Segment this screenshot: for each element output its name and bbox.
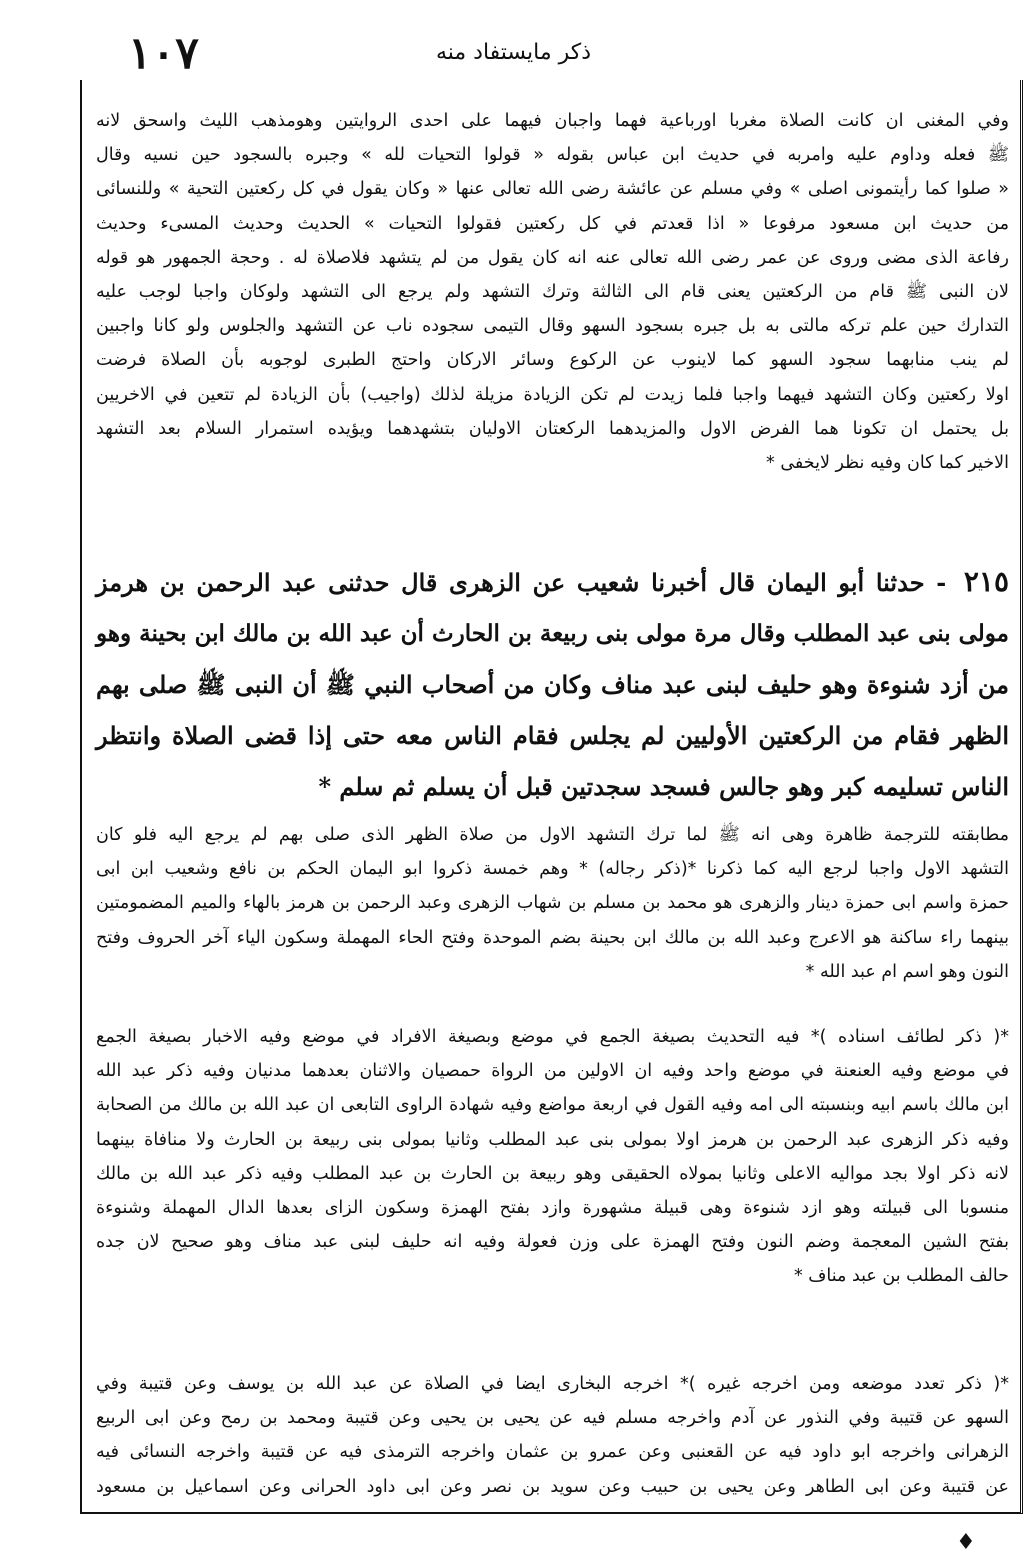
text-line: بل يحتمل ان تكونا هما الفرض الاول والمزيدهما الركعتان الاوليان بتشهدهما ويؤيده استمرار السلام بعد التشهد: [96, 418, 1009, 439]
text-line: لان النبى ﷺ قام من الركعتين يعنى قام الى الثالثة وترك التشهد ولم يرجع الى التشهد ولوكان واجبا لوجب عليه: [96, 282, 1009, 303]
text-line: حمزة واسم ابى حمزة دينار والزهرى هو محمد بن مسلم بن شهاب الزهرى وعبد الرحمن بن هرمز بالهاء والميم المضمومتين: [96, 893, 1009, 914]
text-line: منسوبا الى قبيلته وهو ازد شنوءة وهى قبيلة مشهورة وازد بفتح الهمزة وسكون الزاى بعدها الدال المهملة وشنوءة: [96, 1198, 1009, 1219]
text-line: في موضع وفيه العنعنة في موضع واحد وفيه ان الاولين من الرواة حمصيان والاثنان بعدهما مدنيان وفيه ذكر عبد الله: [96, 1061, 1009, 1082]
left-rule: [80, 80, 82, 1514]
hadith-line: من أزد شنوءة وهو حليف لبنى عبد مناف وكان من أصحاب النبي ﷺ أن النبى ﷺ صلى بهم: [96, 670, 1009, 699]
page-number: ١٠٧: [128, 28, 199, 79]
page-header: [0, 0, 1027, 80]
text-line: الزهرانى واخرجه ابو داود فيه عن القعنبى وعن عمرو بن عثمان واخرجه الترمذى فيه عن قتيبة واخرجه النسائى فيه: [96, 1442, 1009, 1463]
text-line: لم ينب منابهما سجود السهو كما لاينوب عن الركوع وسائر الاركان واحتج الطبرى لوجوبه بأن الصلاة فرضت: [96, 350, 1009, 371]
commentary-block-1: [96, 104, 1009, 480]
text-line: *( ذكر لطائف اسناده )* فيه التحديث بصيغة الجمع في موضع وبصيغة الافراد في موضع وفيه الاخبار بصيغة الجمع: [96, 1027, 1009, 1047]
text-line: عن قتيبة وعن ابى الطاهر وعن يحيى بن حبيب وعن سويد بن نصر وعن ابى داود الحرانى وعن اسماعيل بن مسعود: [96, 1476, 1009, 1497]
hadith-line: الظهر فقام من الركعتين الأوليين لم يجلس فقام الناس معه حتى إذا قضى الصلاة وانتظر: [96, 721, 1009, 750]
text-line: اولا ركعتين وكان التشهد فيهما واجبا فلما زيدت لم تكن الزيادة مزيلة لذلك (واجيب) بأن الزيادة لم تتعين في الاخريين: [96, 384, 1009, 405]
text-line: ﷺ فعله وداوم عليه وامربه في حديث ابن عباس بقوله « قولوا التحيات لله » وجبره بالسجود حين نسيه وقال: [96, 145, 1009, 166]
running-title: ذكر مايستفاد منه: [435, 40, 592, 65]
commentary-block-4: [96, 1367, 1009, 1504]
hadith-line: الناس تسليمه كبر وهو جالس فسجد سجدتين قبل أن يسلم ثم سلم *: [318, 772, 1009, 801]
hadith-line: مولى بنى عبد المطلب وقال مرة مولى بنى ربيعة بن الحارث أن عبد الله بن مالك ابن بحينة وهو: [96, 620, 1009, 647]
text-line: « صلوا كما رأيتمونى اصلى » وفي مسلم عن عائشة رضى الله تعالى عنها « وكان يقول في كل ركعتين التحية » وللنسائى: [96, 179, 1009, 200]
text-line: لانه ذكر اولا بجد مواليه الاعلى وثانيا بمولاه الحقيقى وهو ربيعة بن الحارث بن عبد المطلب وفيه ذكر عبد الله بن مالك: [96, 1163, 1009, 1184]
text-line: النون وهو اسم ام عبد الله *: [805, 961, 1009, 982]
text-line: الاخير كما كان وفيه نظر لايخفى *: [766, 453, 1009, 474]
text-line: بفتح الشين المعجمة وضم النون وفتح الهمزة على وزن فعولة وفيه انه حليف لبنى عبد مناف وهو صحيح لان جده: [96, 1232, 1009, 1253]
text-line: *( ذكر تعدد موضعه ومن اخرجه غيره )* اخرجه البخارى ايضا في الصلاة عن عبد الله بن يوسف وعن قتيبة وفي: [96, 1374, 1009, 1394]
text-line: مطابقته للترجمة ظاهرة وهى انه ﷺ لما ترك التشهد الاول من صلاة الظهر الذى صلى بهم لم يرجع اليه فلو كان: [96, 825, 1009, 845]
hadith-line: ٢١٥ - حدثنا أبو اليمان قال أخبرنا شعيب عن الزهرى قال حدثنى عبد الرحمن بن هرمز: [96, 565, 1010, 598]
text-line: من حديث ابن مسعود مرفوعا « اذا قعدتم في كل ركعتين فقولوا التحيات » الحديث وحديث المسىء وحديث: [96, 213, 1009, 234]
text-line: ابن مالك باسم ابيه وبنسبته الى امه وفيه القول في اربعة مواضع وفيه شهادة الراوى التابعى ان عبد الله بن مالك من الصحابة: [96, 1095, 1009, 1116]
text-line: التشهد الاول واجبا لرجع اليه كما ذكرنا *(ذكر رجاله) * وهم خمسة ذكروا ابو اليمان الحكم بن نافع وشعيب ابن ابى: [96, 859, 1009, 880]
commentary-block-2: [96, 818, 1009, 989]
text-line: رفاعة الذى مضى وروى عن عمر رضى الله تعالى عنه انه كان يقول من لم يتشهد فلاصلاة له . وحجة الجمهور هو قوله: [96, 247, 1009, 268]
text-line: السهو عن قتيبة وفي النذور عن آدم واخرجه مسلم فيه عن يحيى بن يحيى وعن قتيبة ومحمد بن رمح وعن ابى الربيع: [96, 1408, 1009, 1429]
text-line: حالف المطلب بن عبد مناف *: [793, 1266, 1009, 1287]
hadith-number: ٢١٥: [963, 565, 1010, 598]
ink-mark-icon: ♦: [956, 1530, 976, 1555]
commentary-block-3: [96, 1020, 1009, 1294]
text-line: التدارك حين علم تركه مالتى به بل جبره بسجود السهو وقال التيمى سجوده ناب عن التشهد والجلوس ولو كانا واجبين: [96, 316, 1009, 337]
text-line: وفيه ذكر الزهرى عبد الرحمن بن هرمز اولا بمولى بنى عبد المطلب وثانيا بمولى بنى ربيعة بن الحارث ولا منافاة بينهما: [96, 1129, 1009, 1150]
text-line: بينهما راء ساكنة هو الاعرج وعبد الله بن مالك ابن بحينة بضم الموحدة وفتح الحاء المهملة وسكون الياء آخر الحروف وفتح: [96, 927, 1009, 948]
hadith-block: [96, 556, 1009, 812]
text-line: وفي المغنى ان كانت الصلاة مغربا اورباعية فهما واجبان فيهما على احدى الروايتين وهومذهب الليث واسحق لانه: [96, 111, 1009, 131]
